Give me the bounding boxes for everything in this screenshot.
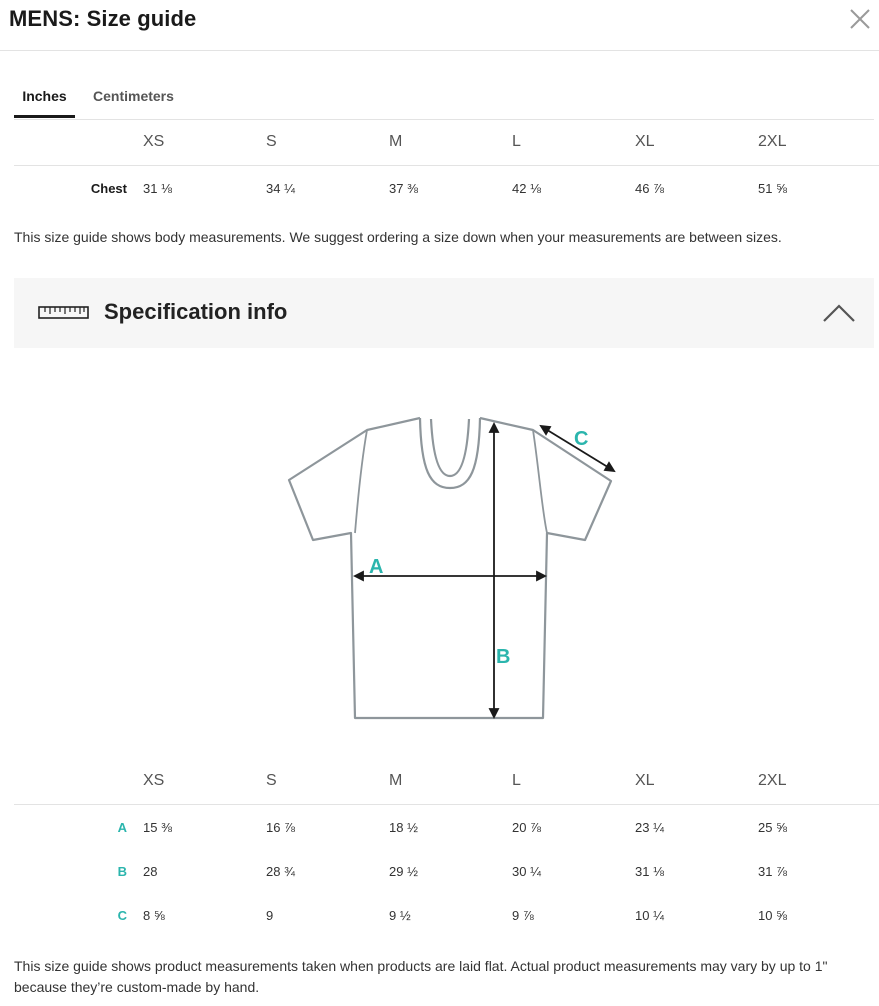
size-header-row [14, 119, 879, 166]
cell-value: 10 ⅝ [758, 907, 787, 923]
tab-inches[interactable]: Inches [14, 78, 75, 118]
size-header-s: S [266, 119, 389, 166]
tshirt-measurement-diagram [280, 408, 620, 729]
size-header-xl: XL [635, 119, 758, 166]
size-header-l: L [512, 119, 635, 166]
cell-value: 9 ½ [389, 907, 411, 923]
diagram-label-b: B [496, 646, 511, 668]
table-row-b [14, 849, 879, 893]
cell-value: 18 ½ [389, 819, 418, 835]
cell-value: 23 ¼ [635, 819, 664, 835]
size-header-2xl: 2XL [758, 758, 879, 805]
size-header-xl: XL [635, 758, 758, 805]
cell-value: 9 [266, 907, 274, 923]
cell-value: 20 ⅞ [512, 819, 541, 835]
table-row-c [14, 893, 879, 937]
cell-value: 42 ⅛ [512, 180, 541, 196]
cell-value: 10 ¼ [635, 907, 664, 923]
cell-value: 8 ⅝ [143, 907, 165, 923]
tab-centimeters[interactable]: Centimeters [93, 88, 174, 104]
cell-value: 25 ⅝ [758, 819, 787, 835]
table-row-a [14, 805, 879, 850]
size-header-2xl: 2XL [758, 119, 879, 166]
header-spacer [14, 758, 143, 805]
size-header-s: S [266, 758, 389, 805]
body-measurements-note: This size guide shows body measurements. We suggest ordering a size down when your measurements are between sizes. [14, 229, 782, 245]
row-label-c: C [117, 907, 127, 923]
specification-info-title: Specification info [104, 299, 288, 324]
cell-value: 29 ½ [389, 863, 418, 879]
modal-title: MENS: Size guide [9, 6, 197, 31]
size-header-m: M [389, 758, 512, 805]
row-label-chest: Chest [90, 180, 127, 196]
modal-header [0, 0, 879, 51]
cell-value: 51 ⅝ [758, 180, 787, 196]
close-icon[interactable] [847, 6, 873, 32]
size-header-row [14, 758, 879, 805]
size-header-l: L [512, 758, 635, 805]
cell-value: 31 ⅞ [758, 863, 787, 879]
row-label-b: B [117, 863, 127, 879]
cell-value: 28 [143, 863, 158, 879]
cell-value: 9 ⅞ [512, 907, 534, 923]
cell-value: 31 ⅛ [143, 180, 172, 196]
diagram-label-a: A [369, 556, 384, 578]
cell-value: 34 ¼ [266, 180, 295, 196]
cell-value: 31 ⅛ [635, 863, 664, 879]
ruler-icon [38, 306, 90, 325]
cell-value: 16 ⅞ [266, 819, 295, 835]
size-header-xs: XS [143, 119, 266, 166]
cell-value: 46 ⅞ [635, 180, 664, 196]
product-measurements-note: This size guide shows product measurements taken when products are laid flat. Actual product measurements may vary by up to 1" because they’re custom-made by hand. [14, 958, 828, 995]
unit-tabs [14, 78, 874, 120]
specification-info-toggle[interactable] [14, 278, 874, 348]
cell-value: 28 ¾ [266, 863, 295, 879]
table-row-chest [14, 166, 879, 211]
size-header-xs: XS [143, 758, 266, 805]
cell-value: 30 ¼ [512, 863, 541, 879]
product-measurements-table [14, 758, 879, 937]
chevron-up-icon[interactable] [822, 303, 856, 328]
header-spacer [14, 119, 143, 166]
cell-value: 15 ⅜ [143, 819, 172, 835]
size-header-m: M [389, 119, 512, 166]
body-measurements-table [14, 119, 879, 211]
row-label-a: A [117, 819, 127, 835]
cell-value: 37 ⅜ [389, 180, 418, 196]
diagram-label-c: C [574, 428, 589, 450]
